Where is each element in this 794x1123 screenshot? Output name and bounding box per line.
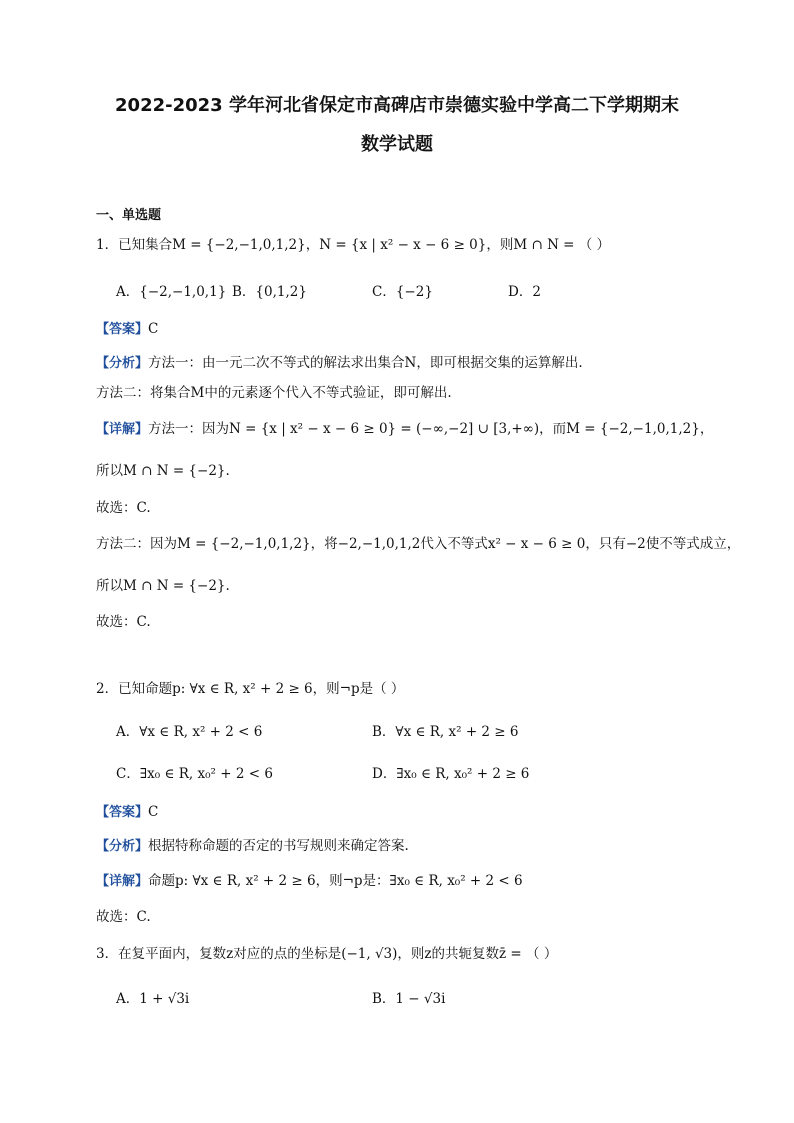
answer-tag: 【答案】 bbox=[96, 805, 149, 820]
q2-option-a: A．∀x ∈ R, x² + 2 < 6 bbox=[116, 724, 263, 740]
q3-option-a: A．1 + √3i bbox=[116, 991, 190, 1007]
q3-stem: 3．在复平面内，复数z对应的点的坐标是(−1, √3)，则z的共轭复数z̄ = （ ） bbox=[96, 946, 558, 962]
q2-detail-row bbox=[96, 869, 523, 889]
detail-tag: 【详解】 bbox=[96, 422, 149, 437]
q1-detail-row bbox=[96, 417, 713, 437]
section-heading: 一、单选题 bbox=[96, 208, 162, 223]
q1-detail-text: 方法一：因为N = {x | x² − x − 6 ≥ 0} = (−∞,−2] ∪ [3,+∞)，而M = {−2,−1,0,1,2}， bbox=[148, 421, 714, 437]
page-title-line2: 数学试题 bbox=[361, 134, 433, 155]
q1-option-a: A．{−2,−1,0,1} bbox=[116, 284, 227, 300]
q2-analysis-text: 根据特称命题的否定的书写规则来确定答案. bbox=[148, 838, 409, 854]
q2-answer-value: C bbox=[148, 804, 159, 820]
q1-detail-line6: 故选：C. bbox=[96, 614, 151, 630]
q1-detail-line2: 所以M ∩ N = {−2}. bbox=[96, 463, 230, 479]
q1-answer-value: C bbox=[148, 321, 159, 337]
q2-detail-line2: 故选：C. bbox=[96, 909, 151, 925]
q1-analysis-line2: 方法二：将集合M中的元素逐个代入不等式验证，即可解出. bbox=[96, 385, 452, 401]
q3-option-b: B．1 − √3i bbox=[372, 991, 446, 1007]
q2-option-c: C．∃x₀ ∈ R, x₀² + 2 < 6 bbox=[116, 766, 273, 782]
q1-option-b: B．{0,1,2} bbox=[232, 284, 307, 300]
analysis-tag: 【分析】 bbox=[96, 839, 149, 854]
q1-detail-line5: 所以M ∩ N = {−2}. bbox=[96, 578, 230, 594]
q1-answer-row bbox=[96, 318, 158, 337]
q2-answer-row bbox=[96, 801, 158, 820]
q1-stem: 1．已知集合M = {−2,−1,0,1,2}，N = {x | x² − x − 6 ≥ 0}，则M ∩ N = （ ） bbox=[96, 237, 611, 253]
q1-option-c: C．{−2} bbox=[372, 284, 433, 300]
q1-analysis-text: 方法一：由一元二次不等式的解法求出集合N，即可根据交集的运算解出. bbox=[148, 355, 583, 371]
answer-tag: 【答案】 bbox=[96, 322, 149, 337]
page-title-line1: 2022-2023 学年河北省保定市高碑店市崇德实验中学高二下学期期末 bbox=[115, 95, 679, 116]
q1-analysis-row bbox=[96, 351, 583, 371]
q1-option-d: D．2 bbox=[508, 284, 541, 300]
q2-detail-text: 命题p: ∀x ∈ R, x² + 2 ≥ 6，则¬p是：∃x₀ ∈ R, x₀² + 2 < 6 bbox=[148, 873, 523, 889]
q2-stem: 2．已知命题p: ∀x ∈ R, x² + 2 ≥ 6，则¬p是（ ） bbox=[96, 681, 405, 697]
q2-analysis-row bbox=[96, 834, 409, 854]
analysis-tag: 【分析】 bbox=[96, 356, 149, 371]
q1-detail-line3: 故选：C. bbox=[96, 500, 151, 516]
q1-detail-line4: 方法二：因为M = {−2,−1,0,1,2}，将−2,−1,0,1,2代入不等式x² − x − 6 ≥ 0，只有−2使不等式成立， bbox=[96, 536, 741, 552]
q2-option-d: D．∃x₀ ∈ R, x₀² + 2 ≥ 6 bbox=[372, 766, 530, 782]
detail-tag: 【详解】 bbox=[96, 874, 149, 889]
q2-option-b: B．∀x ∈ R, x² + 2 ≥ 6 bbox=[372, 724, 519, 740]
